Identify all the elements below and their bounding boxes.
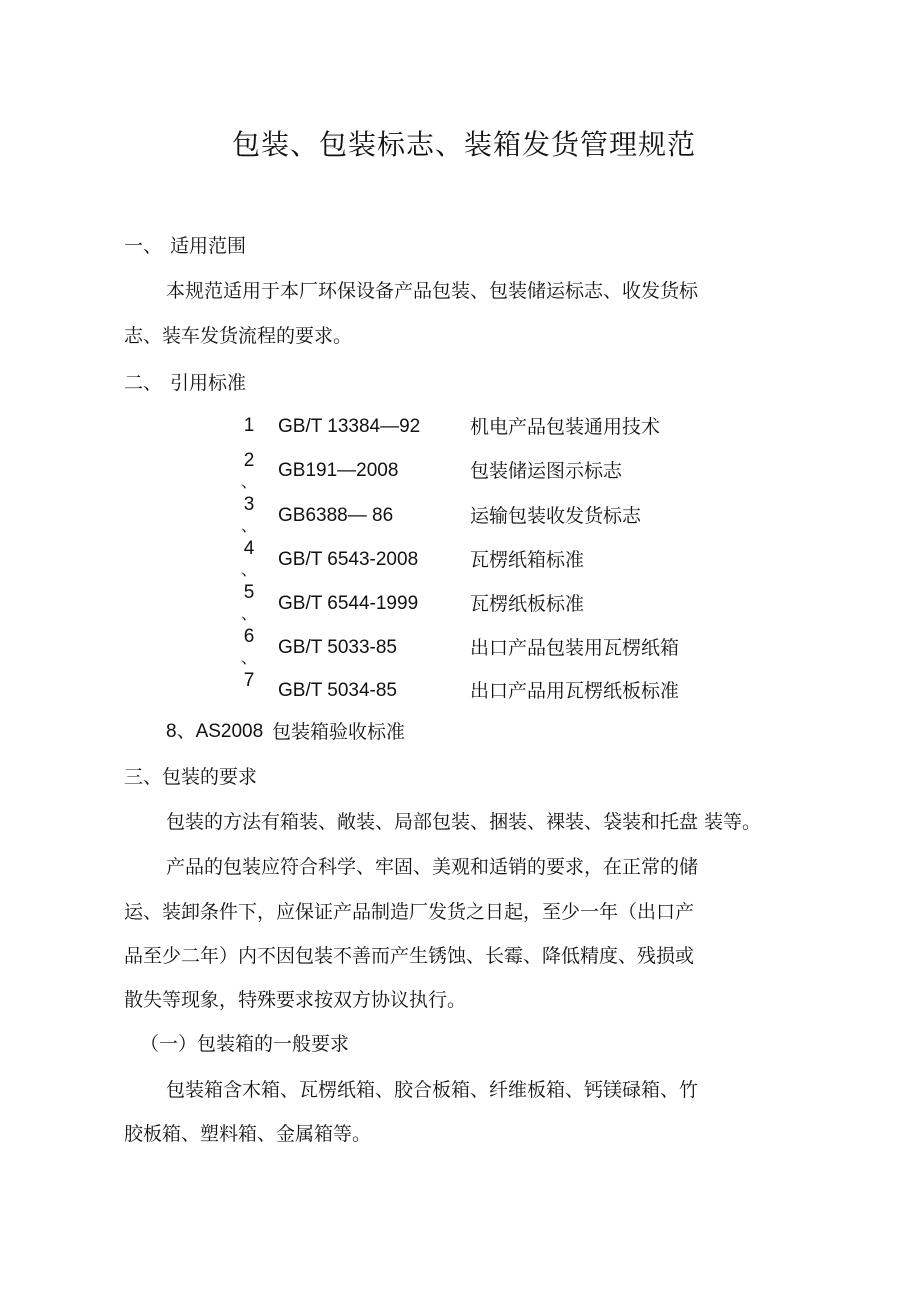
paragraph-line: 品至少二年）内不因包装不善而产生锈蚀、长霉、降低精度、残损或: [124, 945, 695, 967]
standard-code: GB/T 13384—92: [278, 416, 421, 437]
standard-8-code: 8、AS2008: [166, 721, 264, 742]
standard-number: 5: [243, 582, 255, 603]
standard-name: 瓦楞纸箱标准: [470, 549, 585, 571]
standard-code: GB/T 6543-2008: [278, 549, 419, 570]
standard-number: 4: [243, 538, 255, 559]
paragraph-line: 包装箱含木箱、瓦楞纸箱、胶合板箱、纤维板箱、钙镁碌箱、竹: [166, 1079, 699, 1101]
paragraph-line: 志、装车发货流程的要求。: [124, 325, 353, 347]
section-1-number: 一、: [124, 235, 163, 257]
list-separator: 、: [240, 604, 257, 623]
standard-number: 6: [243, 626, 255, 647]
section-2-heading: 引用标准: [170, 372, 247, 394]
section-1-heading: 适用范围: [170, 235, 247, 257]
paragraph-line: 本规范适用于本厂环保设备产品包装、包装储运标志、收发货标: [166, 280, 699, 302]
standard-code: GB6388— 86: [278, 505, 394, 526]
subsection-1-heading: （一）包装箱的一般要求: [140, 1033, 350, 1055]
section-3-heading: 三、包装的要求: [124, 766, 258, 788]
standard-code: GB/T 5034-85: [278, 680, 398, 701]
paragraph-line: 胶板箱、塑料箱、金属箱等。: [124, 1123, 372, 1145]
list-separator: 、: [240, 560, 257, 579]
standard-code: GB191—2008: [278, 460, 399, 481]
page-title: 包装、包装标志、装箱发货管理规范: [232, 128, 697, 161]
standard-name: 机电产品包装通用技术: [470, 416, 661, 438]
list-separator: 、: [240, 516, 257, 535]
list-separator: 、: [240, 472, 257, 491]
standard-number: 1: [243, 415, 255, 436]
standard-name: 瓦楞纸板标准: [470, 593, 585, 615]
standard-name: 出口产品包装用瓦楞纸箱: [470, 637, 680, 659]
paragraph-line: 散失等现象，特殊要求按双方协议执行。: [124, 989, 467, 1011]
standard-name: 运输包装收发货标志: [470, 505, 642, 527]
standard-number: 7: [243, 670, 255, 691]
standard-name: 包装储运图示标志: [470, 460, 623, 482]
standard-code: GB/T 6544-1999: [278, 593, 419, 614]
paragraph-line: 运、装卸条件下，应保证产品制造厂发货之日起，至少一年（出口产: [124, 901, 695, 923]
section-2-number: 二、: [124, 372, 163, 394]
standard-8-name: 包装箱验收标准: [272, 721, 406, 743]
standard-code: GB/T 5033-85: [278, 637, 398, 658]
standard-name: 出口产品用瓦楞纸板标准: [470, 680, 680, 702]
list-separator: 、: [240, 648, 257, 667]
standard-number: 3: [243, 494, 255, 515]
standard-number: 2: [243, 450, 255, 471]
paragraph-line: 产品的包装应符合科学、牢固、美观和适销的要求，在正常的储: [166, 856, 699, 878]
paragraph-line: 包装的方法有箱装、敞装、局部包装、捆装、裸装、袋装和托盘 装等。: [166, 811, 762, 833]
